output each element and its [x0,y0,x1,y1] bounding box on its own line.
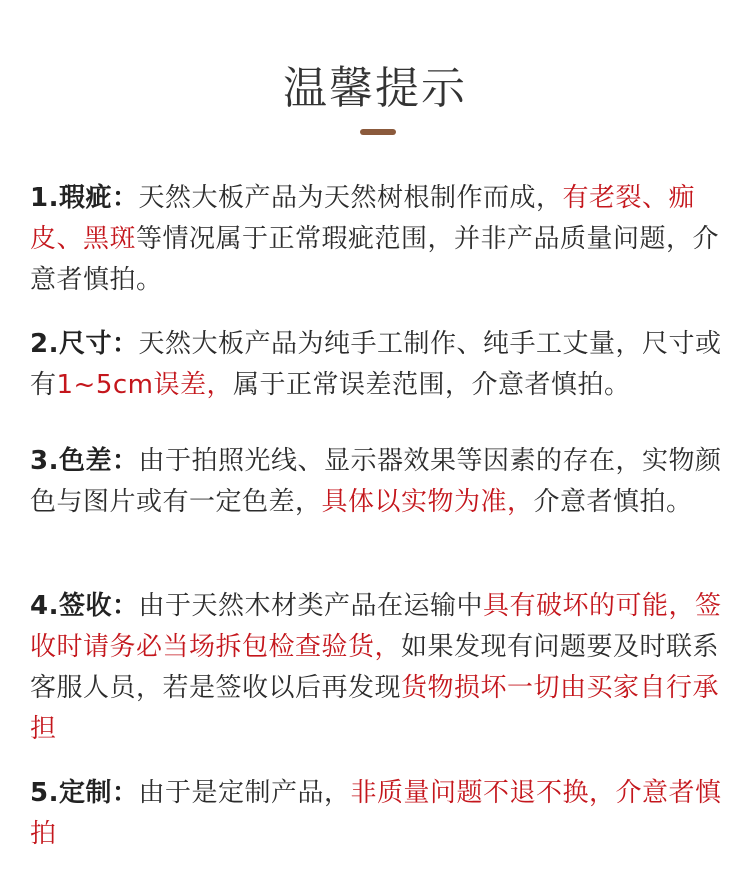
section-highlight: 非质量问题不退不换，介意者慎拍 [30,778,722,849]
section-text: 天然大板产品为纯手工制作、纯手工丈量，尺寸或有 [30,329,722,400]
section-label: 1.瑕疵： [30,183,139,213]
page-title: 温馨提示 [283,63,467,114]
notice-section-defects [30,178,730,301]
section-text: 等情况属于正常瑕疵范围，并非产品质量问题，介意者慎拍。 [30,224,720,295]
title-divider [360,129,396,135]
section-highlight: 有老裂、痂皮、黑斑 [30,183,695,254]
section-text: 天然大板产品为天然树根制作而成， [138,183,563,213]
notice-section-custom [30,773,730,855]
section-label: 2.尺寸： [30,329,139,359]
section-highlight: 货物损坏一切由买家自行承担 [30,673,720,744]
section-text: 由于是定制产品， [138,778,351,808]
section-label: 4.签收： [30,591,139,621]
section-text: 如果发现有问题要及时联系客服人员，若是签收以后再发现 [30,632,720,703]
section-text: 介意者慎拍。 [533,487,693,517]
section-label: 5.定制： [30,778,139,808]
notice-section-color [30,441,730,523]
section-text: 属于正常误差范围，介意者慎拍。 [233,370,631,400]
section-highlight: 1~5cm误差， [56,370,234,400]
section-text: 由于天然木材类产品在运输中 [138,591,483,621]
notice-section-receipt [30,586,730,750]
section-highlight: 具有破坏的可能，签收时请务必当场拆包检查验货， [30,591,722,662]
section-highlight: 具体以实物为准， [321,487,534,517]
section-text: 由于拍照光线、显示器效果等因素的存在，实物颜色与图片或有一定色差， [30,446,722,517]
section-label: 3.色差： [30,446,139,476]
notice-section-size [30,324,730,406]
